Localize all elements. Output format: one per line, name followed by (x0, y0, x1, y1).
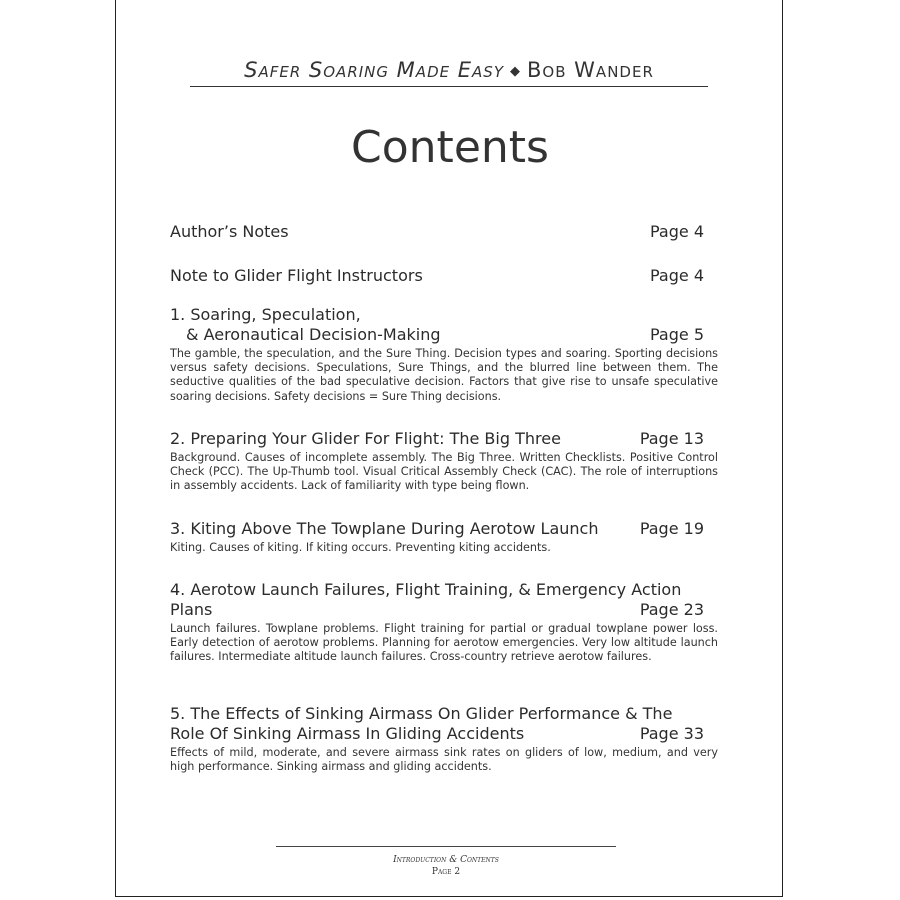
toc-entry (170, 266, 704, 286)
toc-entry-title (170, 519, 704, 539)
running-header (190, 58, 708, 87)
toc-page-ref: Page 5 (650, 325, 704, 344)
toc-entry (170, 704, 718, 774)
running-footer (276, 846, 616, 878)
toc-entry-title-line: 5. The Effects of Sinking Airmass On Glider Performance & The (170, 704, 673, 723)
toc-entry-title (170, 600, 704, 620)
toc-entry-title (170, 325, 704, 345)
toc-entry-title-line: & Aeronautical Decision-Making (186, 325, 441, 344)
toc-entry-description: Kiting. Causes of kiting. If kiting occurs. Preventing kiting accidents. (170, 541, 551, 554)
toc-entry-title (170, 704, 704, 724)
toc-entry-description: The gamble, the speculation, and the Sure Thing. Decision types and soaring. Sporting decisions versus safety decisions. Speculations, Sure Things, and the blurred line between them. The seductive qualities of the bad speculative decision. Factors that give rise to unsafe speculative soaring decisions. Safety decisions = Sure Thing decisions. (170, 347, 718, 403)
toc-entry-title (170, 429, 704, 449)
toc-entry-title-line: Role Of Sinking Airmass In Gliding Accidents (170, 724, 525, 743)
toc-entry-title (170, 580, 704, 600)
toc-page-ref: Page 4 (650, 266, 704, 285)
toc-entry (170, 305, 718, 404)
toc-entry-title-line: Note to Glider Flight Instructors (170, 266, 423, 285)
footer-page-number: Page 2 (431, 867, 461, 877)
toc-entry-description: Background. Causes of incomplete assembly. The Big Three. Written Checklists. Positive Control Check (PCC). The Up-Thumb tool. Visual Critical Assembly Check (CAC). The role of interruptions in assembly accidents. Lack of familiarity with type being flown. (170, 451, 718, 493)
toc-entry-title-line: 1. Soaring, Speculation, (170, 305, 361, 324)
toc-entry (170, 519, 704, 555)
toc-entry (170, 222, 704, 242)
toc-page-ref: Page 19 (639, 519, 704, 538)
book-title: Safer Soaring Made Easy (244, 58, 504, 82)
toc-entry-description: Launch failures. Towplane problems. Flight training for partial or gradual towplane power loss. Early detection of aerotow problems. Planning for aerotow emergencies. Very low altitude launch failures. Intermediate altitude launch failures. Cross-country retrieve aerotow failures. (170, 622, 718, 664)
toc-entry-title (170, 724, 704, 744)
toc-page-ref: Page 23 (639, 600, 704, 619)
toc-entry-title-line: Author’s Notes (170, 222, 289, 241)
book-author: Bob Wander (526, 58, 654, 82)
toc-page-ref: Page 33 (639, 724, 704, 743)
toc-entry-title (170, 266, 704, 286)
toc-entry-title-line: Plans (170, 600, 213, 619)
toc-page-ref: Page 4 (650, 222, 704, 241)
toc-entry (170, 580, 718, 665)
toc-entry-title-line: 2. Preparing Your Glider For Flight: The Big Three (170, 429, 561, 448)
page-title: Contents (351, 122, 549, 173)
toc-page-ref: Page 13 (639, 429, 704, 448)
document-page (115, 0, 783, 897)
toc-entry (170, 429, 718, 494)
toc-entry-description: Effects of mild, moderate, and severe airmass sink rates on gliders of low, medium, and very high performance. Sinking airmass and gliding accidents. (170, 746, 718, 774)
toc-entry-title-line: 4. Aerotow Launch Failures, Flight Training, & Emergency Action (170, 580, 682, 599)
toc-entry-title (170, 222, 704, 242)
footer-section-title: Introduction & Contents (393, 855, 499, 865)
diamond-separator-icon: ◆ (509, 64, 521, 79)
toc-entry-title (170, 305, 704, 325)
toc-entry-title-line: 3. Kiting Above The Towplane During Aerotow Launch (170, 519, 599, 538)
